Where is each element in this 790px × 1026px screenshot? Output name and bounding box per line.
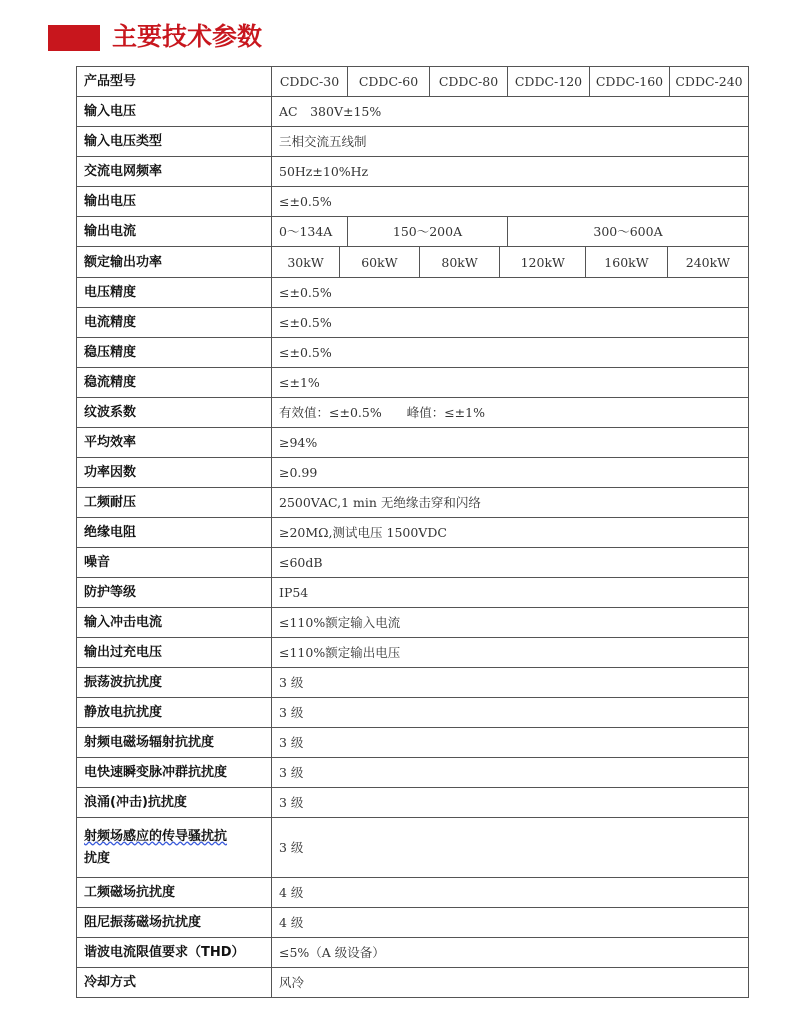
power-cell: 240kW: [667, 247, 748, 277]
row-value: IP54: [272, 578, 749, 608]
row-value: ≤110%额定输入电流: [272, 608, 749, 638]
row-value: 4 级: [272, 908, 749, 938]
table-row: [77, 278, 749, 308]
row-label: 绝缘电阻: [77, 518, 272, 548]
row-value: 3 级: [272, 818, 749, 878]
table-row: [77, 308, 749, 338]
table-row: [77, 668, 749, 698]
row-value: 风冷: [272, 968, 749, 998]
table-row: [77, 758, 749, 788]
table-row: [77, 548, 749, 578]
row-label: 工频耐压: [77, 488, 272, 518]
row-label: 交流电网频率: [77, 157, 272, 187]
table-row: [77, 518, 749, 548]
table-row: [77, 578, 749, 608]
row-label: 额定输出功率: [77, 247, 272, 278]
row-value: 300～600A: [508, 217, 749, 247]
row-value: 2500VAC,1 min 无绝缘击穿和闪络: [272, 488, 749, 518]
row-label: 稳流精度: [77, 368, 272, 398]
row-value: ≤110%额定输出电压: [272, 638, 749, 668]
power-group: [272, 247, 749, 278]
table-row: [77, 157, 749, 187]
table-row: [77, 968, 749, 998]
row-label: 振荡波抗扰度: [77, 668, 272, 698]
row-value: ≤±0.5%: [272, 338, 749, 368]
table-row: [77, 97, 749, 127]
spec-table: [76, 66, 749, 998]
row-value: ≥94%: [272, 428, 749, 458]
model-cell: CDDC-80: [430, 67, 508, 97]
row-label: 输出电压: [77, 187, 272, 217]
row-label: 电快速瞬变脉冲群抗扰度: [77, 758, 272, 788]
table-row: [77, 247, 749, 278]
row-label: 稳压精度: [77, 338, 272, 368]
row-value: ≤±0.5%: [272, 278, 749, 308]
table-row: [77, 818, 749, 878]
table-row: [77, 908, 749, 938]
row-value: 4 级: [272, 878, 749, 908]
table-row: [77, 217, 749, 247]
row-value: 有效值：≤±0.5% 峰值：≤±1%: [272, 398, 749, 428]
row-label: 浪涌(冲击)抗扰度: [77, 788, 272, 818]
model-cell: CDDC-240: [670, 67, 749, 97]
row-value: 3 级: [272, 668, 749, 698]
row-value: 三相交流五线制: [272, 127, 749, 157]
table-row: [77, 698, 749, 728]
row-label: 输入电压类型: [77, 127, 272, 157]
row-label: 输出电流: [77, 217, 272, 247]
table-row: [77, 608, 749, 638]
row-label: 输出过充电压: [77, 638, 272, 668]
table-row: [77, 638, 749, 668]
table-row: [77, 788, 749, 818]
row-value: 0～134A: [272, 217, 348, 247]
row-value: ≥20MΩ,测试电压 1500VDC: [272, 518, 749, 548]
table-row: [77, 187, 749, 217]
table-row: [77, 338, 749, 368]
table-row: [77, 488, 749, 518]
table-row: [77, 67, 749, 97]
row-label: 噪音: [77, 548, 272, 578]
row-label: 产品型号: [77, 67, 272, 97]
row-label: 电流精度: [77, 308, 272, 338]
model-cell: CDDC-120: [508, 67, 590, 97]
row-label: 防护等级: [77, 578, 272, 608]
power-cell: 160kW: [586, 247, 668, 277]
row-label: 谐波电流限值要求（THD）: [77, 938, 272, 968]
row-value: 50Hz±10%Hz: [272, 157, 749, 187]
power-cell: 30kW: [272, 247, 340, 277]
table-row: [77, 458, 749, 488]
row-label-line2: 扰度: [84, 850, 111, 866]
row-value: 3 级: [272, 728, 749, 758]
table-row: [77, 878, 749, 908]
row-value: ≤±0.5%: [272, 308, 749, 338]
section-title: 主要技术参数: [112, 22, 263, 51]
row-label: 电压精度: [77, 278, 272, 308]
power-cell: 60kW: [340, 247, 420, 277]
row-label-line1: 射频场感应的传导骚扰抗: [84, 828, 228, 844]
model-cell: CDDC-160: [590, 67, 670, 97]
row-label: [77, 818, 272, 878]
row-value: ≤5%（A 级设备）: [272, 938, 749, 968]
row-value: 150～200A: [348, 217, 508, 247]
table-row: [77, 728, 749, 758]
power-cell: 80kW: [419, 247, 500, 277]
row-value: ≤±0.5%: [272, 187, 749, 217]
row-label: 静放电抗扰度: [77, 698, 272, 728]
row-value: ≥0.99: [272, 458, 749, 488]
row-value: 3 级: [272, 758, 749, 788]
power-cell: 120kW: [500, 247, 586, 277]
table-row: [77, 368, 749, 398]
row-value: AC 380V±15%: [272, 97, 749, 127]
row-label: 纹波系数: [77, 398, 272, 428]
row-value: ≤60dB: [272, 548, 749, 578]
row-label: 输入冲击电流: [77, 608, 272, 638]
row-value: 3 级: [272, 698, 749, 728]
row-label: 平均效率: [77, 428, 272, 458]
row-label: 阻尼振荡磁场抗扰度: [77, 908, 272, 938]
table-row: [77, 428, 749, 458]
row-label: 功率因数: [77, 458, 272, 488]
row-label: 输入电压: [77, 97, 272, 127]
header-accent-bar: [48, 25, 100, 51]
row-value: 3 级: [272, 788, 749, 818]
row-label: 射频电磁场辐射抗扰度: [77, 728, 272, 758]
table-row: [77, 127, 749, 157]
model-cell: CDDC-60: [348, 67, 430, 97]
table-row: [77, 398, 749, 428]
table-row: [77, 938, 749, 968]
row-value: ≤±1%: [272, 368, 749, 398]
row-label: 工频磁场抗扰度: [77, 878, 272, 908]
row-label: 冷却方式: [77, 968, 272, 998]
model-cell: CDDC-30: [272, 67, 348, 97]
